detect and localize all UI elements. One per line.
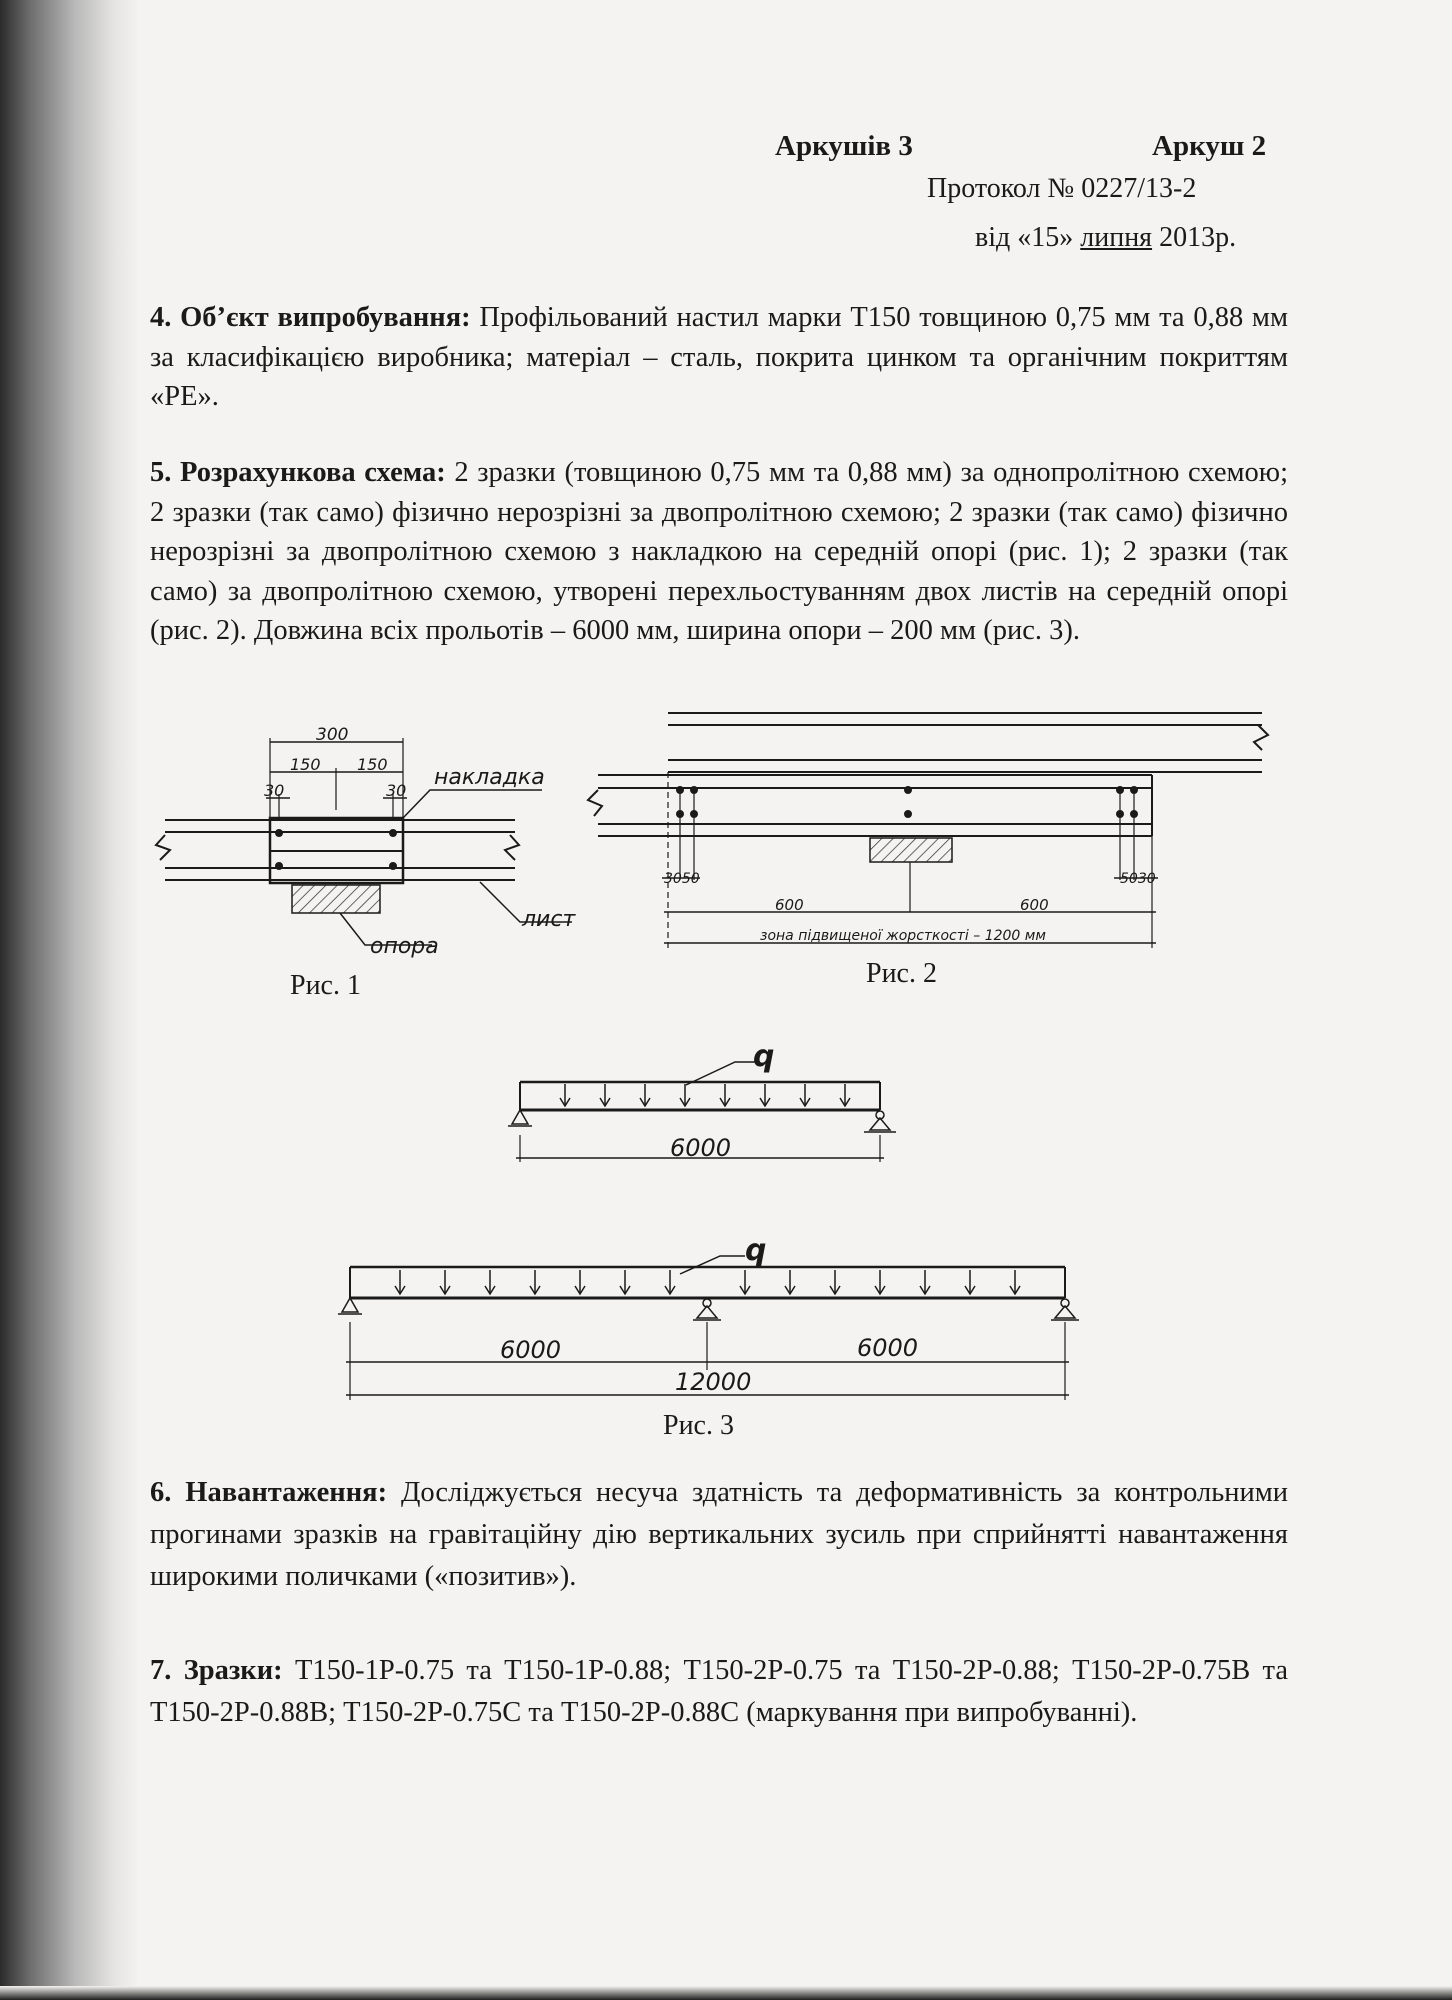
fig2-dim-right-edges: 5030	[1120, 871, 1156, 887]
date-year: 2013р.	[1159, 222, 1237, 253]
fig2-caption: Рис. 2	[866, 958, 937, 989]
fig1-label-overlay: накладка	[434, 765, 545, 790]
fig1-dim-half-left: 150	[290, 755, 321, 774]
fig3-double-span-total-label: 12000	[675, 1368, 752, 1396]
fig3-caption: Рис. 3	[663, 1410, 734, 1441]
fig3-single-load-label: q	[753, 1039, 775, 1074]
fig1-dim-total: 300	[316, 725, 349, 745]
fig3-double-span-right-label: 6000	[857, 1334, 919, 1362]
section-6-heading: 6. Навантаження:	[150, 1477, 388, 1508]
date-prefix: від «15»	[975, 222, 1074, 253]
fig3-double-load-arrows	[395, 1270, 1020, 1294]
fig2-dim-right-span: 600	[1020, 896, 1049, 914]
fig1-caption: Рис. 1	[290, 970, 361, 1001]
section-4-text: Профільований настил марки Т150 товщиною 0,75 мм та 0,88 мм за класифікацією виробника; матеріал – сталь, покрита цинком та органічним покриттям «PE».	[150, 302, 1288, 412]
fig3-double-span-left-label: 6000	[500, 1336, 562, 1364]
fig3-single-load-arrows	[560, 1084, 850, 1106]
fig3-single-span-label: 6000	[670, 1134, 732, 1162]
fig3-double-load-label: q	[745, 1233, 767, 1268]
section-7	[150, 1650, 1288, 1734]
date-month: липня	[1080, 222, 1153, 253]
section-4-heading: 4. Об’єкт випробування:	[150, 302, 471, 333]
section-7-text: Т150-1Р-0.75 та Т150-1Р-0.88; Т150-2Р-0.75 та Т150-2Р-0.88; Т150-2Р-0.75В та Т150-2Р-0.88В; Т150-2Р-0.75С та Т150-2Р-0.88С (маркування при випробуванні).	[150, 1655, 1288, 1728]
fig1-dim-half-right: 150	[357, 755, 388, 774]
protocol-number: Протокол № 0227/13-2	[927, 173, 1197, 204]
fig2-dim-left-edges: 3050	[664, 871, 700, 887]
section-6	[150, 1472, 1288, 1598]
sheet-number: Аркуш 2	[1152, 130, 1267, 162]
section-7-heading: 7. Зразки:	[150, 1655, 283, 1686]
section-5-text: 2 зразки (товщиною 0,75 мм та 0,88 мм) за однопролітною схемою; 2 зразки (так само) фізично нерозрізні за двопролітною схемою; 2 зразки (так само) фізично нерозрізні за двопролітною схемою з накладкою на середній опорі (рис. 1); 2 зразки (так само) за двопролітною схемою, утворені перехльостуванням двох листів на середній опорі (рис. 2). Довжина всіх прольотів – 6000 мм, ширина опори – 200 мм (рис. 3).	[150, 457, 1288, 646]
section-5-heading: 5. Розрахункова схема:	[150, 457, 446, 488]
sheets-total: Аркушів 3	[775, 130, 913, 162]
fig2-drawing	[588, 713, 1268, 948]
fig1-dim-edge-left: 30	[264, 781, 285, 800]
fig2-zone-label: зона підвищеної жорсткості – 1200 мм	[760, 928, 1046, 944]
section-6-text: Досліджується несуча здатність та деформативність за контрольними прогинами зразків на гравітаційну дію вертикальних зусиль при сприйнятті навантаження широкими поличками («позитив»).	[150, 1477, 1288, 1592]
fig1-dim-edge-right: 30	[386, 781, 407, 800]
fig1-label-support: опора	[370, 934, 439, 959]
fig2-dim-left-span: 600	[775, 896, 804, 914]
fig1-label-sheet: лист	[522, 907, 576, 932]
